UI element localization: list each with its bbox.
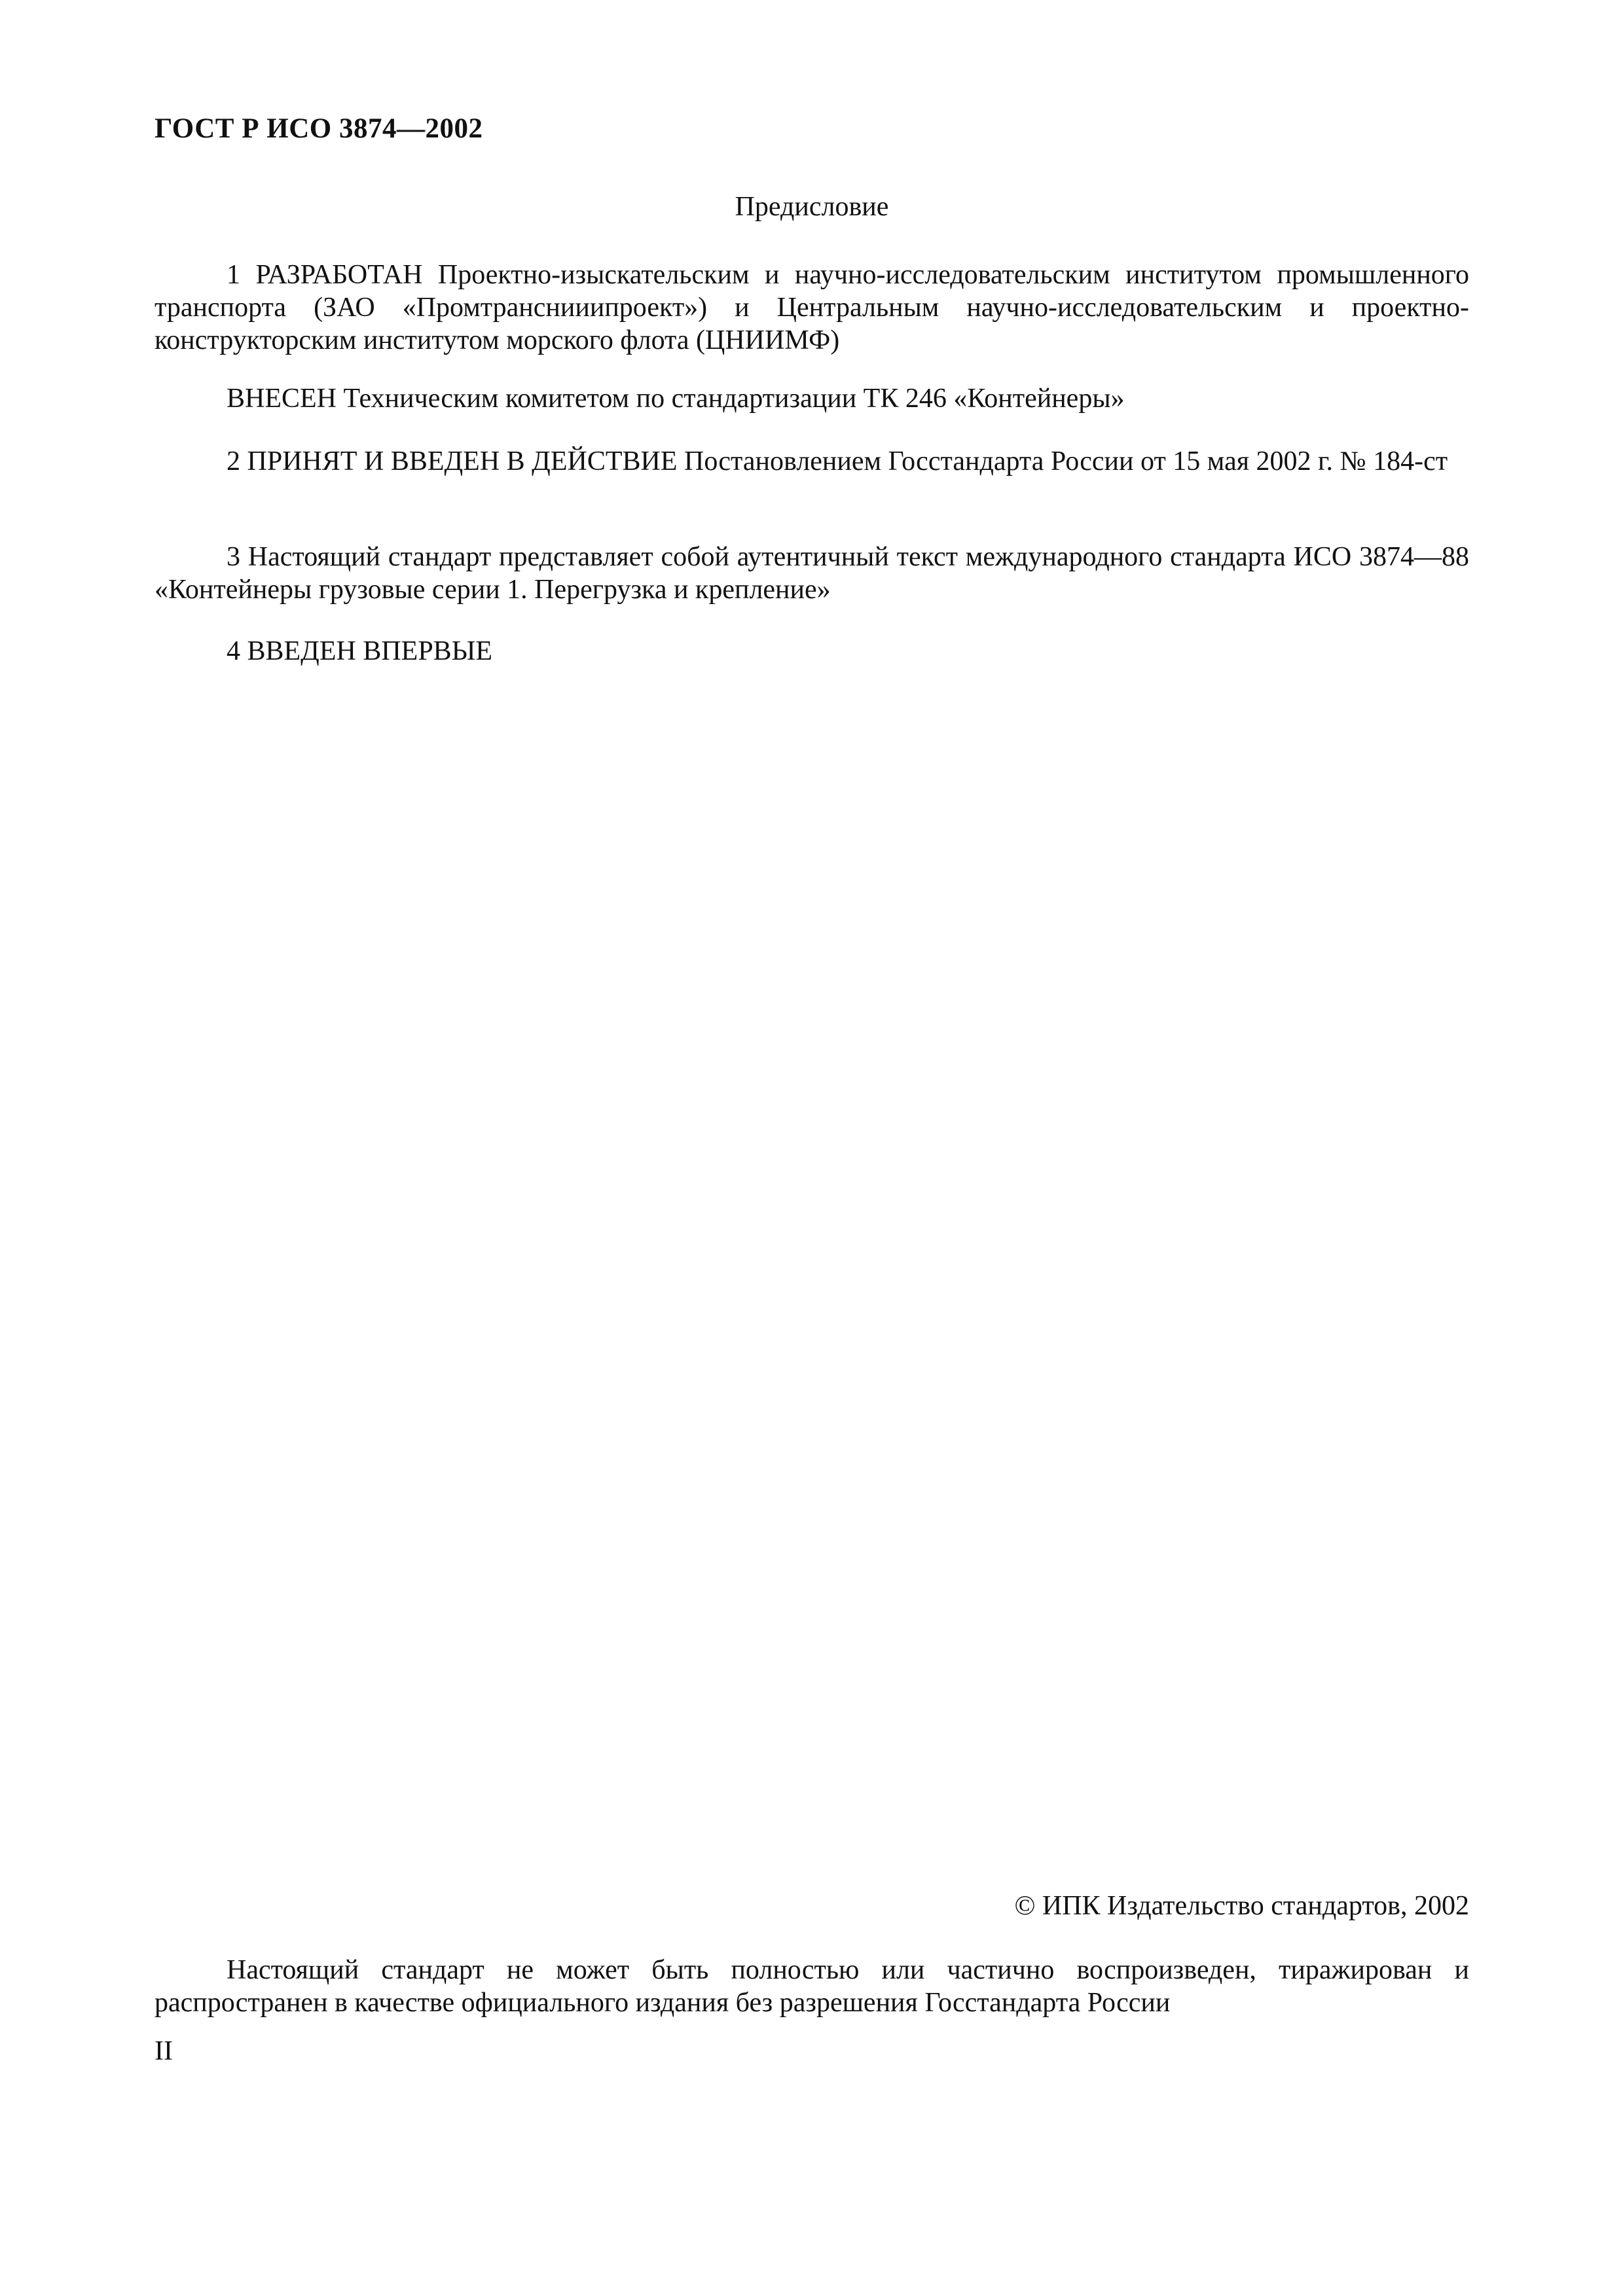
foreword-title: Предисловие [735,192,889,222]
foreword-paragraph-adopted: 2 ПРИНЯТ И ВВЕДЕН В ДЕЙСТВИЕ Постановлением Госстандарта России от 15 мая 2002 г. № 184-ст [227,446,1448,476]
page-number: II [155,2036,173,2066]
copyright-notice: © ИПК Издательство стандартов, 2002 [1014,1891,1469,1921]
foreword-paragraph-submitted: ВНЕСЕН Техническим комитетом по стандартизации ТК 246 «Контейнеры» [227,384,1125,414]
document-identifier: ГОСТ Р ИСО 3874—2002 [155,113,483,144]
reproduction-notice: Настоящий стандарт не может быть полностью или частично воспроизведен, тиражирован и распространен в качестве официального издания без разрешения Госстандарта России [155,1955,1469,2018]
foreword-paragraph-authentic-text: 3 Настоящий стандарт представляет собой аутентичный текст международного стандарта ИСО 3874—88 «Контейнеры грузовые серии 1. Перегрузка и крепление» [155,542,1469,605]
foreword-paragraph-developed: 1 РАЗРАБОТАН Проектно-изыскательским и научно-исследовательским институтом промышленного транспорта (ЗАО «Промтранснииипроект») и Центральным научно-исследовательским и проектно-конструкторским институтом морского флота (ЦНИИМФ) [155,260,1469,355]
foreword-paragraph-first-introduced: 4 ВВЕДЕН ВПЕРВЫЕ [227,636,492,666]
